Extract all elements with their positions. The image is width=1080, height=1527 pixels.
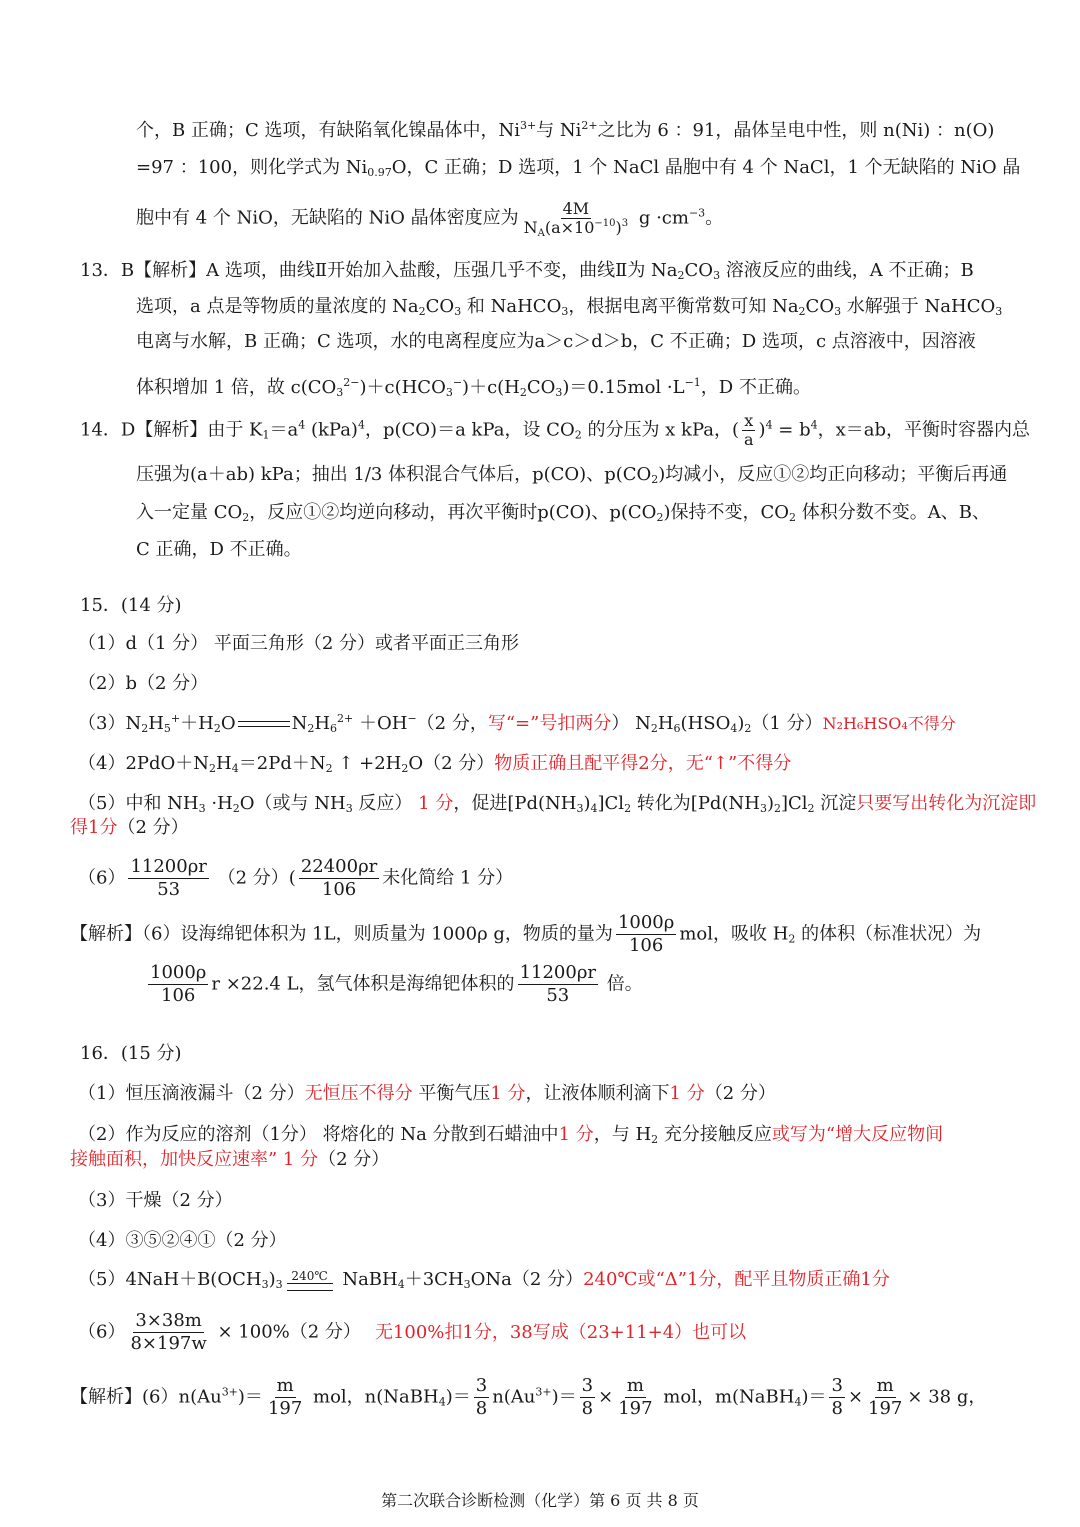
text: ) <box>615 218 622 237</box>
numerator: 1000ρ <box>617 912 675 933</box>
text: （6） <box>78 1321 126 1343</box>
fraction <box>299 856 379 901</box>
sub: 2 <box>325 762 333 775</box>
q15-answer-4 <box>78 751 791 777</box>
numerator: 11200ρr <box>130 856 207 877</box>
text: N <box>523 218 538 237</box>
numerator: 3 <box>475 1375 488 1396</box>
text: （5）中和 NH <box>78 793 199 814</box>
q15-title <box>80 593 182 619</box>
sub: 2 <box>213 722 221 735</box>
text: ) <box>758 419 766 441</box>
text: 14．D【解析】由于 K <box>80 419 263 441</box>
sup: −1 <box>684 376 701 389</box>
sub: 4 <box>438 1395 446 1409</box>
grading-note: 只要写出转化为沉淀即 <box>856 793 1037 814</box>
text: CO <box>684 260 714 281</box>
text: ，与 H <box>593 1124 652 1145</box>
fraction <box>616 1375 654 1420</box>
sup: 4 <box>298 418 306 432</box>
text: ，x＝ab，平衡时容器内总 <box>817 419 1031 441</box>
text: ·H <box>205 793 233 814</box>
grading-note: 物质正确且配平得2分，无“↑”不得分 <box>494 753 792 774</box>
text: )＝ <box>237 1386 263 1408</box>
q16-answer-2-cont <box>70 1147 389 1173</box>
sup: 2+ <box>581 119 598 132</box>
text: 【解析】(6）n(Au <box>70 1386 222 1408</box>
text: ↑ +2H <box>332 753 402 774</box>
text: 体积分数不变。A、B、 <box>796 502 990 523</box>
sub: 2 <box>519 386 527 399</box>
text: O（或与 NH <box>239 793 346 814</box>
denominator: 106 <box>321 879 357 900</box>
text: O，C 正确；D 选项，1 个 NaCl 晶胞中有 4 个 NaCl，1 个无缺陷的 NiO 晶 <box>391 157 1021 178</box>
text: （2 分） <box>318 1149 390 1170</box>
denominator: 197 <box>618 1398 653 1419</box>
sub: 2 <box>242 511 250 524</box>
sub: 2 <box>789 511 796 524</box>
text: mol，m(NaBH <box>657 1386 795 1408</box>
sup: −10 <box>594 218 616 229</box>
numerator: m <box>626 1375 644 1396</box>
text: 的体积（标准状况）为 <box>795 923 982 945</box>
text: O（2 分） <box>408 753 495 774</box>
text: ) <box>766 793 774 814</box>
sub: A <box>537 228 545 239</box>
text: ，反应①②均逆向移动，再次平衡时p(CO)、p(CO <box>249 502 657 523</box>
p1-line-2 <box>136 155 1020 181</box>
grading-note: 240℃或“Δ”1分，配平且物质正确1分 <box>583 1269 890 1290</box>
q13-line-2 <box>136 294 1002 320</box>
text: 平衡气压 <box>412 1083 491 1104</box>
sub: 4 <box>730 722 738 735</box>
sup: 3 <box>621 218 629 229</box>
text: )均减小，反应①②均正向移动；平衡后再通 <box>658 464 1008 485</box>
sup: 3+ <box>519 119 537 132</box>
text: 16．(15 分) <box>80 1043 182 1064</box>
numerator: 3 <box>831 1375 843 1396</box>
text: 13．B【解析】A 选项，曲线Ⅱ开始加入盐酸，压强几乎不变，曲线Ⅱ为 Na <box>80 260 678 281</box>
sub: 2 <box>624 802 632 815</box>
q15-explanation-2 <box>145 962 643 1007</box>
sub: 3 <box>995 305 1003 318</box>
text: 。 <box>705 207 724 229</box>
text: 水解强于 NaHCO <box>841 296 996 317</box>
text: H <box>148 713 164 734</box>
text: r ×22.4 L，氢气体积是海绵钯体积的 <box>211 973 515 995</box>
text: ） N <box>611 713 651 734</box>
text: 反应） <box>352 793 413 814</box>
text: )保持不变，CO <box>663 502 789 523</box>
q16-answer-2 <box>78 1122 943 1148</box>
grading-note: 1 分 <box>490 1083 526 1104</box>
text: C 正确，D 不正确。 <box>136 539 302 560</box>
q15-answer-3 <box>78 711 956 737</box>
text: )＝ <box>445 1386 471 1408</box>
text: ，D 不正确。 <box>700 377 811 398</box>
denominator <box>522 219 631 237</box>
denominator: 8 <box>475 1398 488 1419</box>
fraction <box>866 1375 904 1420</box>
text: × 100%（2 分） <box>211 1321 361 1343</box>
numerator: 22400ρr <box>300 856 378 877</box>
text: ) <box>268 1269 276 1290</box>
numerator: 3×38m <box>135 1310 202 1331</box>
text: H <box>657 713 674 734</box>
numerator: 4M <box>562 199 590 218</box>
sub: 2 <box>574 428 582 442</box>
q15-answer-2 <box>78 671 208 697</box>
denominator: 197 <box>868 1398 903 1419</box>
grading-note: 1 分 <box>558 1124 594 1145</box>
fraction <box>580 1375 595 1420</box>
text: 体积增加 1 倍，故 c(CO <box>136 377 337 398</box>
numerator: 11200ρr <box>519 962 597 983</box>
text: （3）干燥（2 分） <box>78 1190 233 1211</box>
q16-explanation <box>70 1375 986 1420</box>
text: 未化简给 1 分） <box>382 867 514 889</box>
grading-note: 1 分 <box>412 793 454 814</box>
sub: 5 <box>163 722 171 735</box>
text: 入一定量 CO <box>136 502 243 523</box>
sub: 3 <box>198 802 206 815</box>
sup: 3+ <box>221 1385 238 1399</box>
text: ]Cl <box>780 793 808 814</box>
sub: 2 <box>209 762 217 775</box>
q15-answer-5-cont <box>70 815 189 841</box>
text: × <box>598 1386 614 1408</box>
text: mol，吸收 H <box>679 923 789 945</box>
text: （2 分）( <box>211 867 296 889</box>
text: 溶液反应的曲线，A 不正确；B <box>720 260 974 281</box>
text: 倍。 <box>601 973 643 995</box>
sup: 2− <box>343 376 360 389</box>
denominator: 8×197w <box>130 1333 207 1354</box>
sub: 4 <box>590 802 598 815</box>
text: )＝ <box>801 1386 827 1408</box>
grading-note: 或写为“增大反应物间 <box>771 1124 944 1145</box>
sub: 2 <box>656 511 664 524</box>
sub: 2 <box>651 1133 659 1146</box>
sup: 4 <box>357 418 365 432</box>
q14-line-2 <box>136 462 1007 488</box>
text: ONa（2 分） <box>470 1269 584 1290</box>
sup: 2+ <box>337 712 354 725</box>
sub: 3 <box>345 802 353 815</box>
sub: 2 <box>651 473 659 486</box>
text: 充分接触反应 <box>658 1124 772 1145</box>
fraction <box>829 1375 844 1420</box>
x-over-a-fraction <box>742 412 756 449</box>
text: n(Au <box>492 1386 536 1408</box>
numerator: m <box>276 1375 294 1396</box>
equals-sign <box>287 1283 333 1291</box>
text: )＝ <box>551 1386 577 1408</box>
text: = b <box>772 419 811 441</box>
text: ＋3CH <box>404 1269 464 1290</box>
text: N <box>291 713 308 734</box>
q15-answer-5 <box>78 791 1036 817</box>
sub: 2 <box>141 722 149 735</box>
text: 的分压为 x kPa，( <box>581 419 739 441</box>
text: 15．(14 分) <box>80 595 182 616</box>
text: ＋OH <box>353 713 408 734</box>
sub: 4 <box>397 1278 405 1291</box>
text: (kPa) <box>305 419 358 441</box>
text: 电离与水解，B 正确；C 选项，水的电离程度应为a＞c＞d＞b，C 不正确；D 选项，c 点溶液中，因溶液 <box>136 331 976 352</box>
q16-answer-4 <box>78 1228 287 1254</box>
sub: 2 <box>773 802 781 815</box>
fraction <box>518 962 598 1007</box>
sub: 2 <box>401 762 409 775</box>
text: (HSO <box>680 713 731 734</box>
text: ＝2Pd＋N <box>238 753 326 774</box>
sub: 2 <box>798 305 806 318</box>
reaction-condition <box>287 1269 333 1291</box>
sup: 3+ <box>535 1385 552 1399</box>
q16-title <box>80 1041 182 1067</box>
text: 选项，a 点是等物质的量浓度的 Na <box>136 296 419 317</box>
denominator: 53 <box>157 879 181 900</box>
sub: 6 <box>673 722 681 735</box>
q15-answer-6 <box>78 856 513 901</box>
fraction <box>474 1375 489 1420</box>
q13-line-4 <box>136 375 811 401</box>
numerator: 3 <box>581 1375 594 1396</box>
text: 胞中有 4 个 NiO，无缺陷的 NiO 晶体密度应为 <box>136 207 519 229</box>
sup: 4 <box>810 418 818 432</box>
text: 压强为(a＋ab) kPa；抽出 1/3 体积混合气体后，p(CO)、p(CO <box>136 464 652 485</box>
fraction <box>128 856 208 901</box>
q13-line-1 <box>80 258 974 284</box>
grading-note: 无恒压不得分 <box>304 1083 413 1104</box>
text: （3）N <box>78 713 142 734</box>
denominator: 8 <box>581 1398 594 1419</box>
page-footer: 第二次联合诊断检测（化学）第 6 页 共 8 页 <box>381 1491 699 1510</box>
text: ) <box>583 793 591 814</box>
sub: 3 <box>336 386 344 399</box>
fraction <box>266 1375 304 1420</box>
text: mol，n(NaBH <box>307 1386 439 1408</box>
q16-answer-1 <box>78 1081 776 1107</box>
text: （1 分） <box>751 713 823 734</box>
sub: 3 <box>275 1278 283 1291</box>
text: （2）作为反应的溶剂（1分） 将熔化的 Na 分散到石蜡油中 <box>78 1124 559 1145</box>
p1-line-1 <box>136 118 994 144</box>
sub: 4 <box>231 762 239 775</box>
sub: 3 <box>555 386 563 399</box>
p1-line-3 <box>136 200 723 237</box>
sub: 3 <box>759 802 767 815</box>
denominator: 106 <box>628 935 664 956</box>
sup: − <box>407 712 417 725</box>
sub: 2 <box>418 305 426 318</box>
density-fraction <box>522 200 631 237</box>
sup: + <box>170 712 181 725</box>
denominator: 53 <box>546 985 570 1006</box>
grading-note: 1 分 <box>669 1083 705 1104</box>
text: O <box>220 713 236 734</box>
sub: 4 <box>794 1395 802 1409</box>
text: （5）4NaH＋B(OCH <box>78 1269 262 1290</box>
text: × <box>847 1386 864 1408</box>
denominator: 197 <box>267 1398 303 1419</box>
grading-note: 1 分 <box>277 1149 319 1170</box>
text: （2 分） <box>704 1083 776 1104</box>
text: =97 ：100，则化学式为 Ni <box>136 157 368 178</box>
text: × 38 g， <box>907 1386 987 1408</box>
sub: 2 <box>650 722 658 735</box>
q14-line-1 <box>80 412 1030 449</box>
sub: 6 <box>330 722 338 735</box>
text: （4）2PdO＋N <box>78 753 210 774</box>
numerator: 1000ρ <box>150 962 207 983</box>
q16-answer-6 <box>78 1310 746 1355</box>
text: 沉淀 <box>814 793 857 814</box>
text: (a×10 <box>544 218 595 237</box>
text: （1）恒压滴液漏斗（2 分） <box>78 1083 305 1104</box>
sub: 3 <box>576 802 584 815</box>
sub: 2 <box>807 802 815 815</box>
text: ]Cl <box>597 793 625 814</box>
fraction <box>148 962 208 1007</box>
text: （2 分， <box>416 713 488 734</box>
sub: 3 <box>454 305 462 318</box>
text: 和 NaHCO <box>461 296 562 317</box>
text: ) <box>737 713 745 734</box>
fraction <box>128 1310 208 1355</box>
sup: − <box>452 376 463 389</box>
sub: 3 <box>261 1278 269 1291</box>
sub: 3 <box>561 305 569 318</box>
condition-text: 240℃ <box>291 1269 328 1283</box>
text: )＋c(H <box>462 377 520 398</box>
text: 【解析】（6）设海绵钯体积为 1L，则质量为 1000ρ g，物质的量为 <box>70 923 613 945</box>
text: 转化为[Pd(NH <box>631 793 760 814</box>
q14-line-4 <box>136 537 302 563</box>
text: CO <box>526 377 556 398</box>
grading-note: 无100%扣1分，38写成（23+11+4）也可以 <box>374 1321 747 1343</box>
q13-line-3 <box>136 329 976 355</box>
text: )＝0.15mol ·L <box>562 377 685 398</box>
text: g ·cm <box>633 207 689 229</box>
text: H <box>314 713 331 734</box>
denominator: a <box>744 430 754 449</box>
numerator: x <box>744 411 754 430</box>
grading-note: N₂H₆HSO₄不得分 <box>822 714 956 733</box>
sub: 3 <box>445 386 453 399</box>
sup: −3 <box>688 206 706 220</box>
sub: 2 <box>677 269 685 282</box>
text: H <box>216 753 232 774</box>
q14-line-3 <box>136 500 990 526</box>
text: ＋H <box>180 713 214 734</box>
text: )＋c(HCO <box>359 377 446 398</box>
denominator: 8 <box>831 1398 843 1419</box>
text: ，让液体顺利滴下 <box>525 1083 670 1104</box>
text: ＝a <box>269 419 299 441</box>
sub: 0.97 <box>367 166 392 179</box>
text: （6） <box>78 867 126 889</box>
numerator: m <box>876 1375 894 1396</box>
text: （1）d（1 分） 平面三角形（2 分）或者平面正三角形 <box>78 633 520 654</box>
text: ，根据电离平衡常数可知 Na <box>568 296 799 317</box>
q15-answer-1 <box>78 631 519 657</box>
sub: 2 <box>232 802 240 815</box>
text: （2）b（2 分） <box>78 673 209 694</box>
denominator: 106 <box>161 985 196 1006</box>
fraction <box>616 912 676 957</box>
grading-note: 写“=”号扣两分 <box>487 713 612 734</box>
equilibrium-arrow <box>238 719 290 729</box>
text: （4）③⑤②④①（2 分） <box>78 1230 287 1251</box>
sub: 3 <box>834 305 842 318</box>
grading-note: 接触面积，加快反应速率” <box>70 1149 278 1170</box>
text: NaBH <box>336 1269 398 1290</box>
text: 与 Ni <box>536 120 582 141</box>
text: （2 分） <box>117 817 189 838</box>
text: 个，B 正确；C 选项，有缺陷氧化镍晶体中，Ni <box>136 120 520 141</box>
sup: 4 <box>765 418 773 432</box>
sub: 1 <box>262 428 270 442</box>
sub: 3 <box>713 269 721 282</box>
text: 之比为 6 ：91，晶体呈电中性，则 n(Ni) ：n(O) <box>597 120 995 141</box>
text: CO <box>425 296 455 317</box>
text: ，p(CO)＝a kPa，设 CO <box>364 419 575 441</box>
sub: 2 <box>788 932 796 946</box>
text: ，促进[Pd(NH <box>453 793 577 814</box>
grading-note: 得1分 <box>70 817 118 838</box>
sub: 2 <box>307 722 315 735</box>
sub: 3 <box>463 1278 471 1291</box>
sub: 2 <box>744 722 752 735</box>
q16-answer-3 <box>78 1188 233 1214</box>
q15-explanation-1 <box>70 912 981 957</box>
q16-answer-5 <box>78 1267 890 1293</box>
text: CO <box>805 296 835 317</box>
